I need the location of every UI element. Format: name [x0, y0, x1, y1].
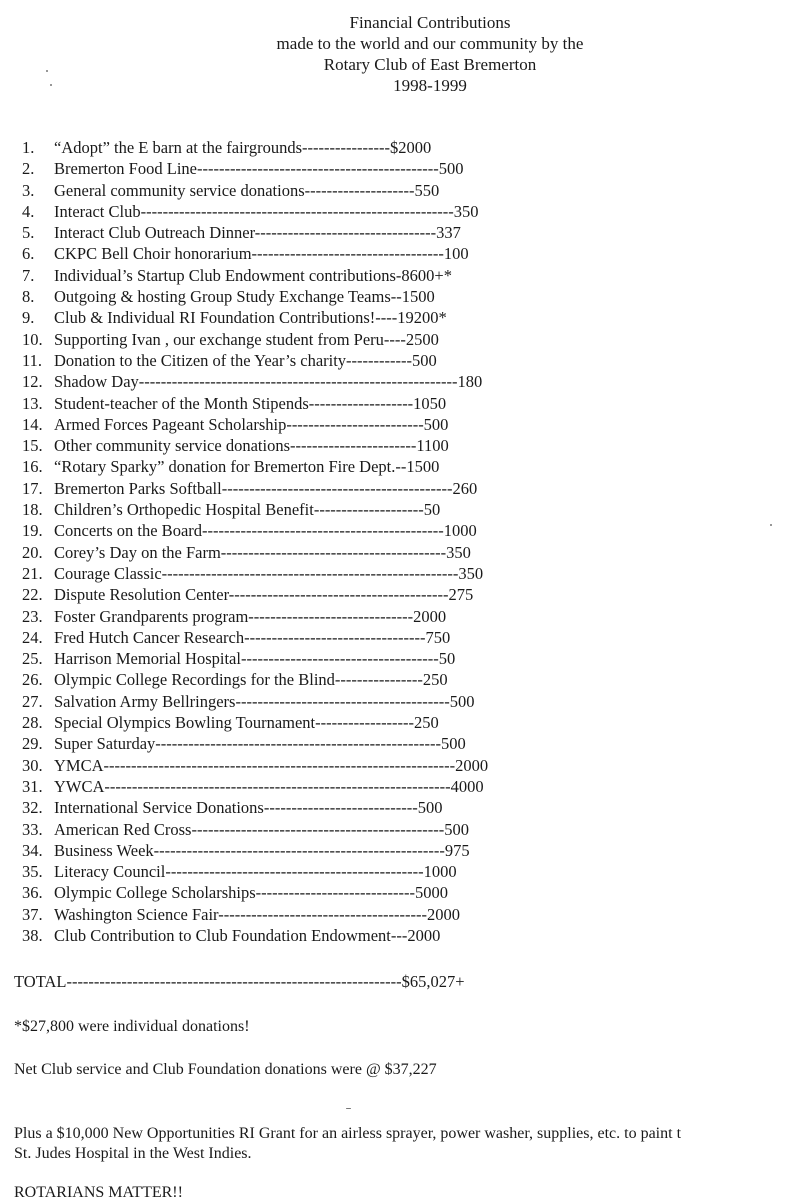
item-text: Super Saturday----------------------------------------------------500: [54, 734, 466, 754]
item-number: 29.: [22, 734, 43, 754]
item-number: 2.: [22, 159, 35, 179]
contribution-item: [22, 712, 488, 733]
item-text: Corey’s Day on the Farm-----------------------------------------350: [54, 542, 471, 562]
contribution-item: [22, 307, 488, 328]
item-text: Other community service donations-----------------------1100: [54, 436, 449, 456]
contribution-item: [22, 755, 488, 776]
item-text: Supporting Ivan , our exchange student from Peru----2500: [54, 329, 439, 349]
contribution-item: [22, 797, 488, 818]
scan-speck: [50, 84, 52, 86]
item-text: International Service Donations----------------------------500: [54, 798, 443, 818]
grant-note-line2: St. Judes Hospital in the West Indies.: [14, 1145, 252, 1162]
item-number: 34.: [22, 840, 43, 860]
item-number: 30.: [22, 755, 43, 775]
item-number: 19.: [22, 521, 43, 541]
contribution-item: [22, 201, 488, 222]
item-number: 8.: [22, 287, 35, 307]
item-number: 3.: [22, 180, 35, 200]
contribution-item: [22, 882, 488, 903]
contribution-item: [22, 776, 488, 797]
item-text: Courage Classic------------------------------------------------------350: [54, 563, 484, 583]
contribution-item: [22, 627, 488, 648]
item-number: 35.: [22, 862, 43, 882]
scan-speck: [346, 1108, 351, 1109]
net-donations-note: Net Club service and Club Foundation donations were @ $37,227: [14, 1061, 437, 1078]
individual-donations-note: *$27,800 were individual donations!: [14, 1018, 250, 1035]
item-number: 14.: [22, 414, 43, 434]
item-number: 23.: [22, 606, 43, 626]
contribution-item: [22, 563, 488, 584]
header-subtitle: made to the world and our community by the: [276, 34, 584, 53]
header-club-name: Rotary Club of East Bremerton: [323, 55, 537, 74]
item-number: 33.: [22, 819, 43, 839]
item-number: 6.: [22, 244, 35, 264]
item-text: Dispute Resolution Center----------------------------------------275: [54, 585, 474, 605]
contribution-item: [22, 520, 488, 541]
item-text: Fred Hutch Cancer Research---------------------------------750: [54, 627, 451, 647]
item-text: Donation to the Citizen of the Year’s charity------------500: [54, 350, 437, 370]
item-text: Olympic College Recordings for the Blind----------------250: [54, 670, 448, 690]
item-number: 7.: [22, 265, 35, 285]
item-number: 22.: [22, 585, 43, 605]
contribution-item: [22, 584, 488, 605]
item-number: 31.: [22, 776, 43, 796]
item-number: 18.: [22, 500, 43, 520]
item-text: Bremerton Parks Softball------------------------------------------260: [54, 478, 478, 498]
contribution-item: [22, 286, 488, 307]
item-number: 15.: [22, 436, 43, 456]
contribution-item: [22, 861, 488, 882]
item-number: 9.: [22, 308, 35, 328]
item-text: “Adopt” the E barn at the fairgrounds----------------$2000: [54, 138, 432, 157]
contribution-item: [22, 180, 488, 201]
contribution-item: [22, 904, 488, 925]
item-text: Individual’s Startup Club Endowment contributions-8600+*: [54, 265, 452, 285]
item-text: Children’s Orthopedic Hospital Benefit--------------------50: [54, 500, 441, 520]
item-text: American Red Cross----------------------------------------------500: [54, 819, 469, 839]
item-text: Bremerton Food Line--------------------------------------------500: [54, 159, 464, 179]
contribution-item: [22, 414, 488, 435]
item-text: Interact Club---------------------------------------------------------350: [54, 201, 479, 221]
item-number: 37.: [22, 904, 43, 924]
document-header: [230, 12, 630, 96]
contribution-item: [22, 648, 488, 669]
contribution-item: [22, 393, 488, 414]
contributions-list: [22, 137, 488, 946]
item-text: Harrison Memorial Hospital------------------------------------50: [54, 649, 456, 669]
header-title: Financial Contributions: [349, 13, 511, 32]
contribution-item: [22, 137, 488, 158]
item-text: “Rotary Sparky” donation for Bremerton Fire Dept.--1500: [54, 457, 440, 477]
item-number: 4.: [22, 201, 35, 221]
item-text: YMCA----------------------------------------------------------------2000: [54, 755, 489, 775]
contribution-item: [22, 691, 488, 712]
item-number: 1.: [22, 138, 35, 157]
item-number: 24.: [22, 627, 43, 647]
item-text: Club & Individual RI Foundation Contributions!----19200*: [54, 308, 447, 328]
item-text: Olympic College Scholarships-----------------------------5000: [54, 883, 448, 903]
item-text: Literacy Council-----------------------------------------------1000: [54, 862, 457, 882]
item-number: 20.: [22, 542, 43, 562]
grant-note-line1: Plus a $10,000 New Opportunities RI Grant for an airless sprayer, power washer, supplies, etc. to paint t: [14, 1125, 682, 1142]
item-text: CKPC Bell Choir honorarium-----------------------------------100: [54, 244, 469, 264]
item-text: Shadow Day----------------------------------------------------------180: [54, 372, 483, 392]
total-line: TOTAL-------------------------------------------------------------$65,027+: [14, 972, 465, 991]
contribution-item: [22, 435, 488, 456]
item-text: Concerts on the Board--------------------------------------------1000: [54, 521, 477, 541]
header-year: 1998-1999: [393, 76, 467, 95]
contribution-item: [22, 158, 488, 179]
item-number: 10.: [22, 329, 43, 349]
item-text: Washington Science Fair--------------------------------------2000: [54, 904, 461, 924]
contribution-item: [22, 542, 488, 563]
scan-speck: [46, 70, 48, 72]
contribution-item: [22, 840, 488, 861]
contribution-item: [22, 456, 488, 477]
item-text: Salvation Army Bellringers---------------------------------------500: [54, 691, 475, 711]
item-number: 17.: [22, 478, 43, 498]
contribution-item: [22, 733, 488, 754]
contribution-item: [22, 222, 488, 243]
grant-note: [14, 1124, 681, 1164]
contribution-item: [22, 265, 488, 286]
item-text: Outgoing & hosting Group Study Exchange Teams--1500: [54, 287, 435, 307]
item-number: 25.: [22, 649, 43, 669]
contribution-item: [22, 243, 488, 264]
item-number: 12.: [22, 372, 43, 392]
item-text: Interact Club Outreach Dinner---------------------------------337: [54, 223, 461, 243]
item-text: Armed Forces Pageant Scholarship-------------------------500: [54, 414, 449, 434]
item-text: Business Week-----------------------------------------------------975: [54, 840, 470, 860]
item-number: 13.: [22, 393, 43, 413]
item-number: 27.: [22, 691, 43, 711]
item-number: 26.: [22, 670, 43, 690]
contribution-item: [22, 925, 488, 946]
item-number: 21.: [22, 563, 43, 583]
item-text: Club Contribution to Club Foundation Endowment---2000: [54, 925, 441, 945]
item-text: Foster Grandparents program------------------------------2000: [54, 606, 447, 626]
contribution-item: [22, 819, 488, 840]
item-text: Student-teacher of the Month Stipends-------------------1050: [54, 393, 447, 413]
item-number: 16.: [22, 457, 43, 477]
contribution-item: [22, 478, 488, 499]
item-text: General community service donations--------------------550: [54, 180, 440, 200]
contribution-item: [22, 669, 488, 690]
contribution-item: [22, 329, 488, 350]
item-number: 11.: [22, 350, 43, 370]
scan-speck: [770, 524, 772, 526]
item-number: 28.: [22, 713, 43, 733]
contribution-item: [22, 499, 488, 520]
item-number: 36.: [22, 883, 43, 903]
contribution-item: [22, 606, 488, 627]
item-text: YWCA---------------------------------------------------------------4000: [54, 776, 484, 796]
contribution-item: [22, 371, 488, 392]
item-text: Special Olympics Bowling Tournament------------------250: [54, 713, 439, 733]
item-number: 5.: [22, 223, 35, 243]
closing-statement: ROTARIANS MATTER!!: [14, 1184, 183, 1201]
item-number: 32.: [22, 798, 43, 818]
item-number: 38.: [22, 925, 43, 945]
contribution-item: [22, 350, 488, 371]
